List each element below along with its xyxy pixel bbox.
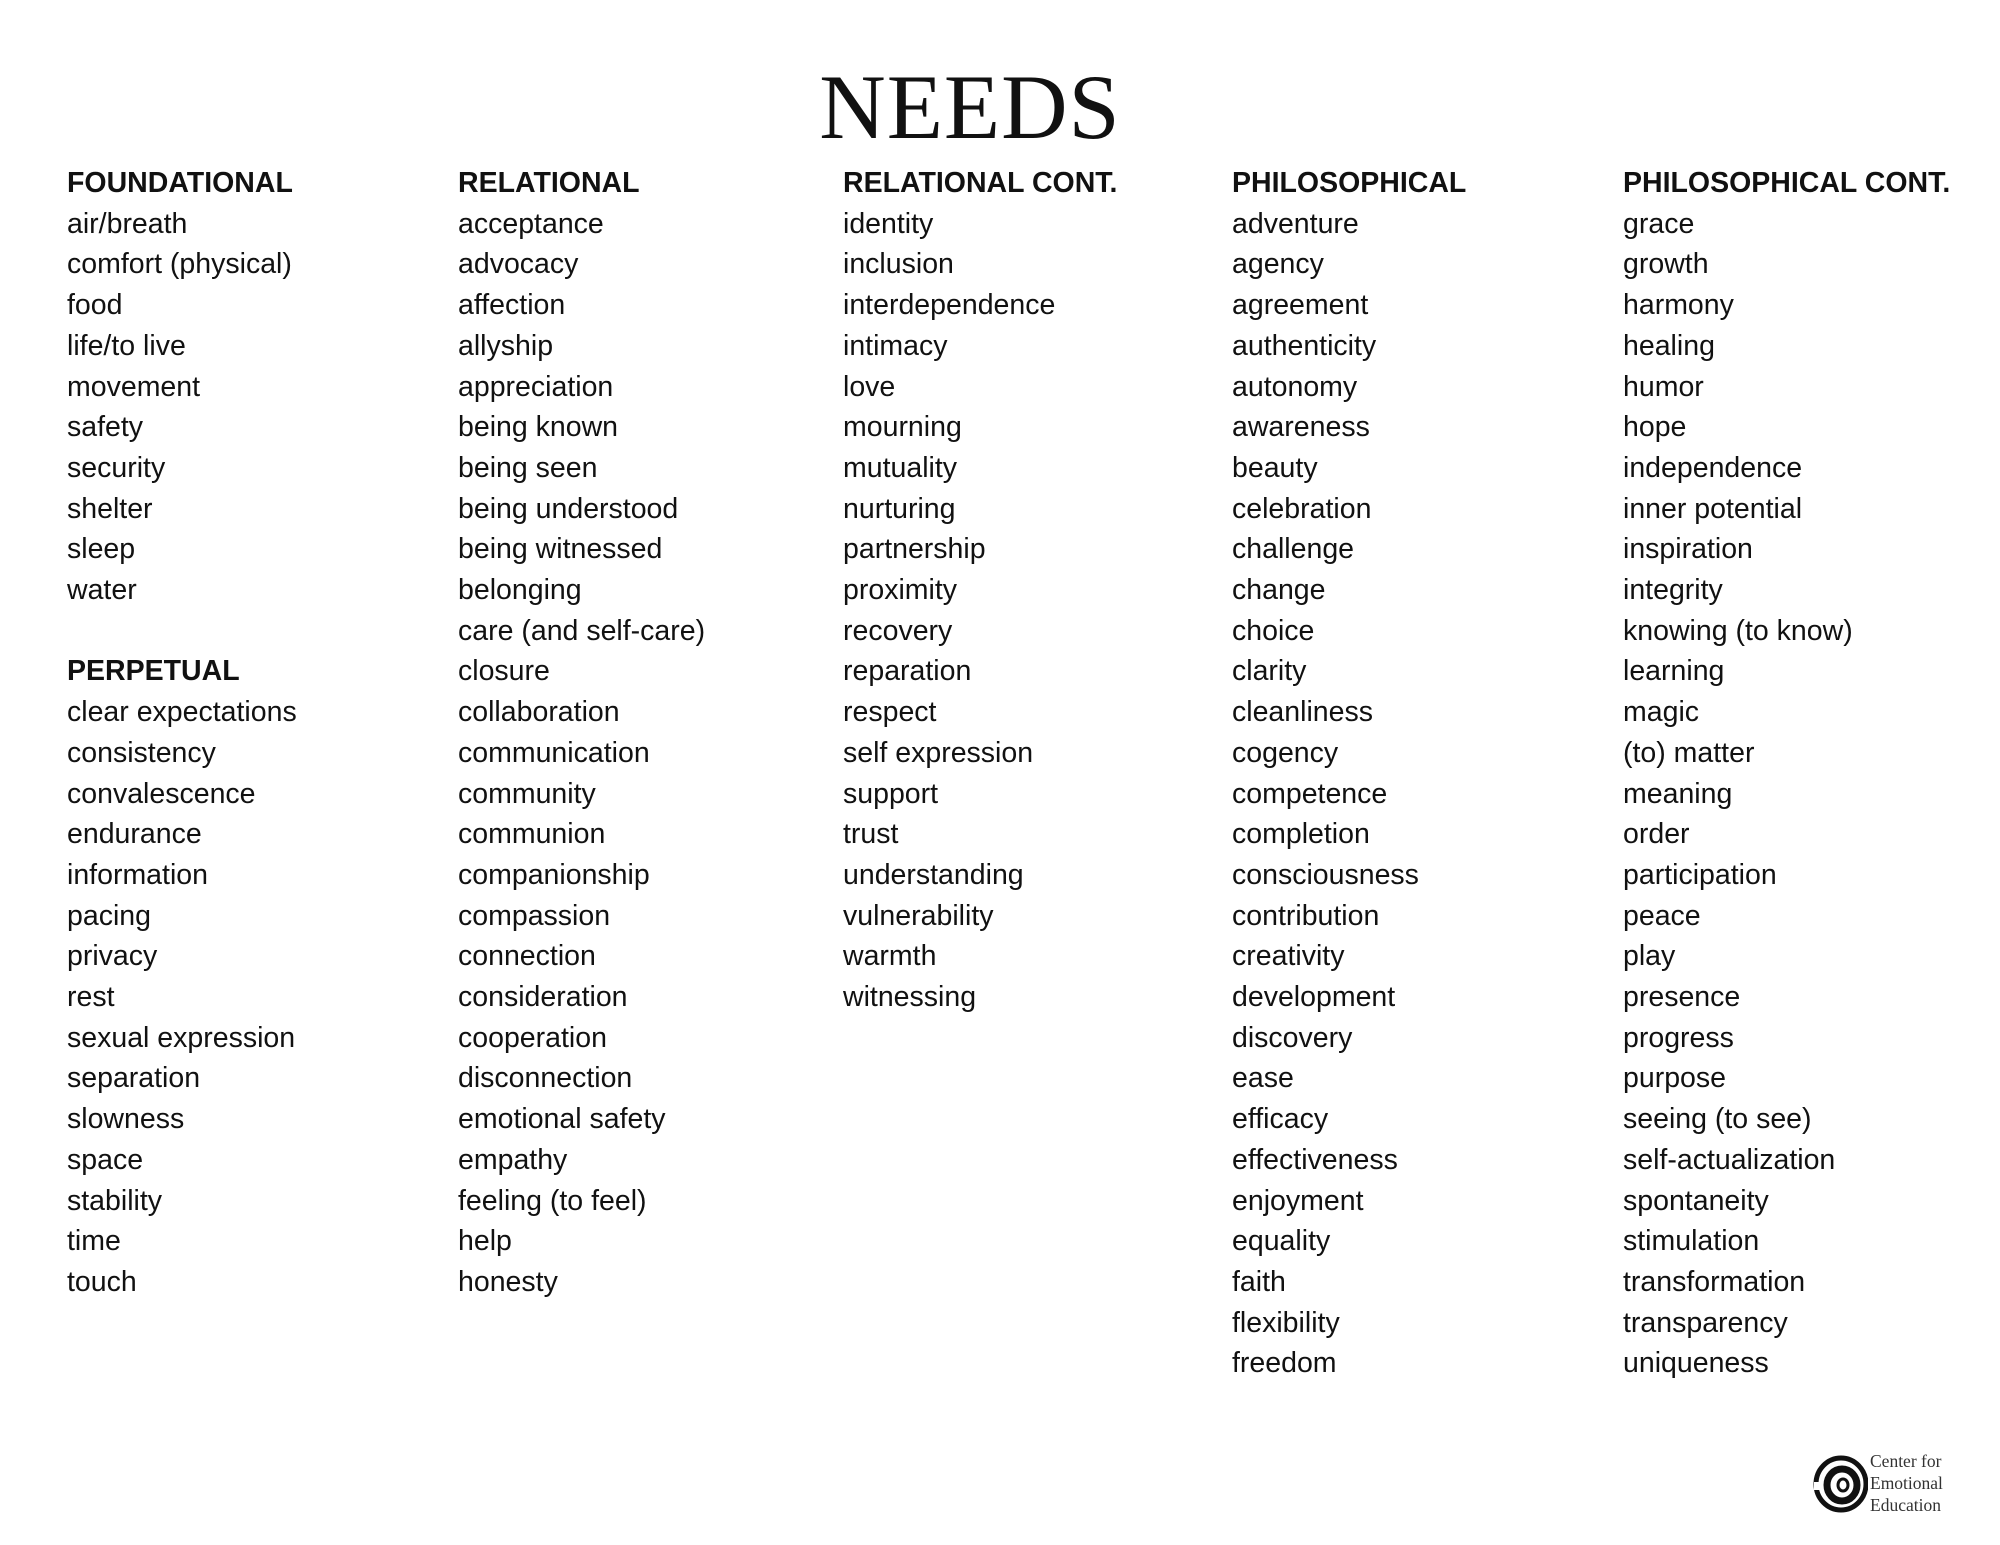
- need-item: support: [843, 777, 939, 810]
- section-heading: RELATIONAL CONT.: [843, 167, 1118, 199]
- need-item: creativity: [1232, 940, 1345, 973]
- logo-line: Emotional: [1870, 1473, 1943, 1493]
- need-item: space: [67, 1143, 144, 1176]
- need-item: sleep: [67, 533, 136, 566]
- need-item: food: [67, 289, 123, 322]
- need-item: peace: [1623, 899, 1701, 932]
- need-item: communication: [458, 736, 650, 769]
- need-item: discovery: [1232, 1021, 1353, 1054]
- need-item: rest: [67, 981, 115, 1014]
- need-item: touch: [67, 1265, 137, 1298]
- need-item: trust: [843, 818, 899, 851]
- need-item: reparation: [843, 655, 972, 688]
- need-item: magic: [1623, 696, 1700, 729]
- need-item: shelter: [67, 492, 153, 525]
- need-item: closure: [458, 655, 550, 688]
- need-item: feeling (to feel): [458, 1184, 647, 1217]
- need-item: knowing (to know): [1623, 614, 1853, 647]
- need-item: independence: [1623, 451, 1803, 484]
- need-item: security: [67, 451, 166, 484]
- need-item: nurturing: [843, 492, 956, 525]
- need-item: vulnerability: [843, 899, 994, 932]
- need-item: love: [843, 370, 896, 403]
- column-3: [843, 163, 1117, 1018]
- need-item: enjoyment: [1232, 1184, 1364, 1217]
- need-item: challenge: [1232, 533, 1355, 566]
- need-item: comfort (physical): [67, 248, 292, 281]
- need-item: recovery: [843, 614, 953, 647]
- need-item: development: [1232, 981, 1396, 1014]
- need-item: effectiveness: [1232, 1143, 1398, 1176]
- need-item: participation: [1623, 858, 1777, 891]
- need-item: adventure: [1232, 207, 1359, 240]
- need-item: competence: [1232, 777, 1388, 810]
- section-heading: PHILOSOPHICAL CONT.: [1623, 167, 1951, 199]
- need-item: efficacy: [1232, 1103, 1329, 1136]
- need-item: endurance: [67, 818, 202, 851]
- need-item: collaboration: [458, 696, 620, 729]
- need-item: transformation: [1623, 1265, 1806, 1298]
- need-item: water: [67, 574, 137, 607]
- need-item: autonomy: [1232, 370, 1358, 403]
- column-2: [458, 163, 705, 1303]
- need-item: consideration: [458, 981, 628, 1014]
- need-item: sexual expression: [67, 1021, 296, 1054]
- need-item: change: [1232, 574, 1326, 607]
- need-item: play: [1623, 940, 1676, 973]
- need-item: advocacy: [458, 248, 579, 281]
- need-item: purpose: [1623, 1062, 1726, 1095]
- need-item: integrity: [1623, 574, 1723, 607]
- need-item: pacing: [67, 899, 151, 932]
- need-item: acceptance: [458, 207, 604, 240]
- need-item: flexibility: [1232, 1306, 1340, 1339]
- need-item: empathy: [458, 1143, 568, 1176]
- spiral-logo-icon: [1812, 1452, 1868, 1514]
- need-item: movement: [67, 370, 201, 403]
- need-item: choice: [1232, 614, 1315, 647]
- need-item: awareness: [1232, 411, 1370, 444]
- needs-section: [458, 163, 705, 1303]
- need-item: stability: [67, 1184, 163, 1217]
- need-item: healing: [1623, 329, 1715, 362]
- need-item: growth: [1623, 248, 1709, 281]
- page-title: NEEDS: [819, 56, 1121, 158]
- need-item: honesty: [458, 1265, 558, 1298]
- need-item: community: [458, 777, 596, 810]
- need-item: proximity: [843, 574, 958, 607]
- column-1: [67, 163, 297, 1303]
- need-item: authenticity: [1232, 329, 1377, 362]
- need-item: being known: [458, 411, 619, 444]
- need-item: appreciation: [458, 370, 614, 403]
- section-heading: PHILOSOPHICAL: [1232, 167, 1467, 199]
- need-item: communion: [458, 818, 606, 851]
- need-item: presence: [1623, 981, 1741, 1014]
- needs-section: [67, 651, 297, 1302]
- need-item: freedom: [1232, 1347, 1337, 1380]
- need-item: respect: [843, 696, 937, 729]
- need-item: learning: [1623, 655, 1725, 688]
- needs-section: [1232, 163, 1466, 1384]
- need-item: meaning: [1623, 777, 1733, 810]
- need-item: identity: [843, 207, 934, 240]
- need-item: understanding: [843, 858, 1024, 891]
- need-item: mutuality: [843, 451, 958, 484]
- need-item: being seen: [458, 451, 598, 484]
- need-item: allyship: [458, 329, 554, 362]
- need-item: information: [67, 858, 208, 891]
- need-item: beauty: [1232, 451, 1318, 484]
- need-item: inner potential: [1623, 492, 1803, 525]
- need-item: safety: [67, 411, 144, 444]
- need-item: self expression: [843, 736, 1034, 769]
- need-item: help: [458, 1225, 512, 1258]
- need-item: faith: [1232, 1265, 1286, 1298]
- logo-text: [1870, 1450, 1943, 1516]
- need-item: witnessing: [843, 981, 977, 1014]
- need-item: transparency: [1623, 1306, 1788, 1339]
- need-item: cleanliness: [1232, 696, 1373, 729]
- need-item: compassion: [458, 899, 611, 932]
- need-item: order: [1623, 818, 1690, 851]
- needs-list: [1623, 204, 1950, 1384]
- need-item: disconnection: [458, 1062, 633, 1095]
- section-spacer: [67, 611, 297, 652]
- section-heading: PERPETUAL: [67, 655, 240, 688]
- need-item: intimacy: [843, 329, 948, 362]
- needs-list: [458, 204, 705, 1303]
- needs-list: [67, 204, 297, 611]
- need-item: warmth: [843, 940, 937, 973]
- need-item: cogency: [1232, 736, 1339, 769]
- need-item: humor: [1623, 370, 1704, 403]
- need-item: seeing (to see): [1623, 1103, 1812, 1136]
- need-item: slowness: [67, 1103, 185, 1136]
- need-item: spontaneity: [1623, 1184, 1769, 1217]
- need-item: care (and self-care): [458, 614, 706, 647]
- need-item: companionship: [458, 858, 650, 891]
- need-item: clarity: [1232, 655, 1307, 688]
- need-item: partnership: [843, 533, 986, 566]
- need-item: convalescence: [67, 777, 256, 810]
- need-item: mourning: [843, 411, 962, 444]
- section-heading: RELATIONAL: [458, 167, 640, 199]
- need-item: ease: [1232, 1062, 1294, 1095]
- need-item: hope: [1623, 411, 1687, 444]
- need-item: being witnessed: [458, 533, 663, 566]
- need-item: stimulation: [1623, 1225, 1760, 1258]
- need-item: celebration: [1232, 492, 1372, 525]
- need-item: completion: [1232, 818, 1370, 851]
- needs-section: [843, 163, 1117, 1018]
- need-item: (to) matter: [1623, 736, 1755, 769]
- need-item: emotional safety: [458, 1103, 666, 1136]
- need-item: progress: [1623, 1021, 1734, 1054]
- logo-line: Center for: [1870, 1451, 1942, 1471]
- need-item: cooperation: [458, 1021, 607, 1054]
- need-item: belonging: [458, 574, 582, 607]
- need-item: consciousness: [1232, 858, 1419, 891]
- need-item: agreement: [1232, 289, 1369, 322]
- need-item: contribution: [1232, 899, 1380, 932]
- column-4: [1232, 163, 1466, 1384]
- need-item: time: [67, 1225, 121, 1258]
- need-item: life/to live: [67, 329, 186, 362]
- need-item: air/breath: [67, 207, 188, 240]
- needs-list: [843, 204, 1117, 1018]
- section-heading: FOUNDATIONAL: [67, 167, 293, 199]
- need-item: inspiration: [1623, 533, 1753, 566]
- need-item: inclusion: [843, 248, 954, 281]
- need-item: uniqueness: [1623, 1347, 1769, 1380]
- need-item: clear expectations: [67, 696, 297, 729]
- need-item: connection: [458, 940, 596, 973]
- need-item: agency: [1232, 248, 1324, 281]
- need-item: equality: [1232, 1225, 1331, 1258]
- need-item: being understood: [458, 492, 679, 525]
- center-for-emotional-education-logo: [1812, 1448, 1962, 1518]
- need-item: grace: [1623, 207, 1695, 240]
- need-item: consistency: [67, 736, 216, 769]
- need-item: interdependence: [843, 289, 1056, 322]
- needs-section: [1623, 163, 1950, 1384]
- column-5: [1623, 163, 1950, 1384]
- need-item: privacy: [67, 940, 158, 973]
- needs-list: [1232, 204, 1466, 1384]
- need-item: affection: [458, 289, 566, 322]
- logo-line: Education: [1870, 1495, 1941, 1515]
- needs-list: [67, 692, 297, 1303]
- need-item: separation: [67, 1062, 201, 1095]
- need-item: harmony: [1623, 289, 1734, 322]
- needs-section: [67, 163, 297, 611]
- need-item: self-actualization: [1623, 1143, 1836, 1176]
